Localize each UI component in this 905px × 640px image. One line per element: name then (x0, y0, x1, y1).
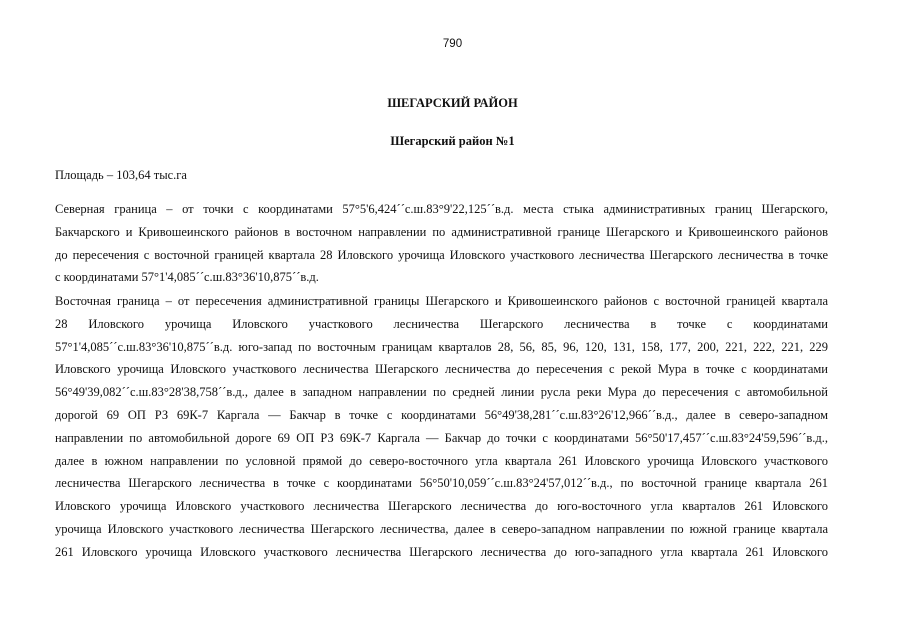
paragraph-line: Северная граница – от точки с координатами 57°5'6,424´´с.ш.83°9'22,125´´в.д. места стыка административных границ Шегарского, (55, 202, 828, 216)
paragraph-line: 56°49'39,082´´с.ш.83°28'38,758´´в.д., далее в западном направлении по средней линии русла реки Мура до пересечения с автомобильной (55, 385, 828, 400)
paragraph-line: Восточная граница – от пересечения административной границы Шегарского и Кривошеинского районов с восточной границей квартала (55, 294, 828, 308)
paragraph-line: Иловского урочища Иловского участкового лесничества Шегарского лесничества до юго-восточного угла кварталов 261 Иловского (55, 499, 828, 514)
page-number: 790 (442, 38, 463, 50)
north-border-paragraph (55, 198, 828, 289)
paragraph-line: направлении по автомобильной дороге 69 ОП РЗ 69К-7 Каргала — Бакчар до точки с координатами 56°50'17,457´´с.ш.83°24'59,596´´в.д., (55, 430, 828, 445)
paragraph-line: 57°1'4,085´´с.ш.83°36'10,875´´в.д. юго-запад по восточным границам кварталов 28, 56, 85, 96, 120, 131, 158, 177, 200, 221, 222, 221, 229 (55, 339, 828, 354)
paragraph-line: с координатами 57°1'4,085´´с.ш.83°36'10,875´´в.д. (55, 270, 319, 285)
paragraph-line: 28 Иловского урочища Иловского участкового лесничества Шегарского лесничества в точке с координатами (55, 316, 828, 331)
district-subtitle: Шегарский район №1 (390, 134, 515, 148)
paragraph-line: до пересечения с восточной границей квартала 28 Иловского урочища Иловского участкового лесничества Шегарского лесничества в точке (55, 247, 828, 262)
paragraph-line: Бакчарского и Кривошеинского районов в восточном направлении по административной границе Шегарского и Кривошеинского районов (55, 224, 828, 239)
district-title: ШЕГАРСКИЙ РАЙОН (387, 96, 518, 110)
paragraph-line: 261 Иловского урочища Иловского участкового лесничества Шегарского лесничества до юго-западного угла квартала 261 Иловского (55, 544, 828, 559)
paragraph-line: урочища Иловского участкового лесничества Шегарского лесничества, далее в северо-западном направлении по южной границе квартала (55, 521, 828, 536)
paragraph-line: лесничества Шегарского лесничества в точке с координатами 56°50'10,059´´с.ш.83°24'57,012´´в.д., по восточной границе квартала 261 (55, 476, 828, 491)
east-border-paragraph (55, 290, 828, 564)
paragraph-line: далее в южном направлении по условной прямой до северо-восточного угла квартала 261 Иловского урочища Иловского участкового (55, 453, 828, 468)
paragraph-line: дорогой 69 ОП РЗ 69К-7 Каргала — Бакчар в точке с координатами 56°49'38,281´´с.ш.83°26'12,966´´в.д., далее в северо-западном (55, 407, 828, 422)
paragraph-line: Иловского урочища Иловского участкового лесничества Шегарского лесничества до пересечения с рекой Мура в точке с координатами (55, 362, 828, 377)
area-line: Площадь – 103,64 тыс.га (55, 168, 187, 182)
